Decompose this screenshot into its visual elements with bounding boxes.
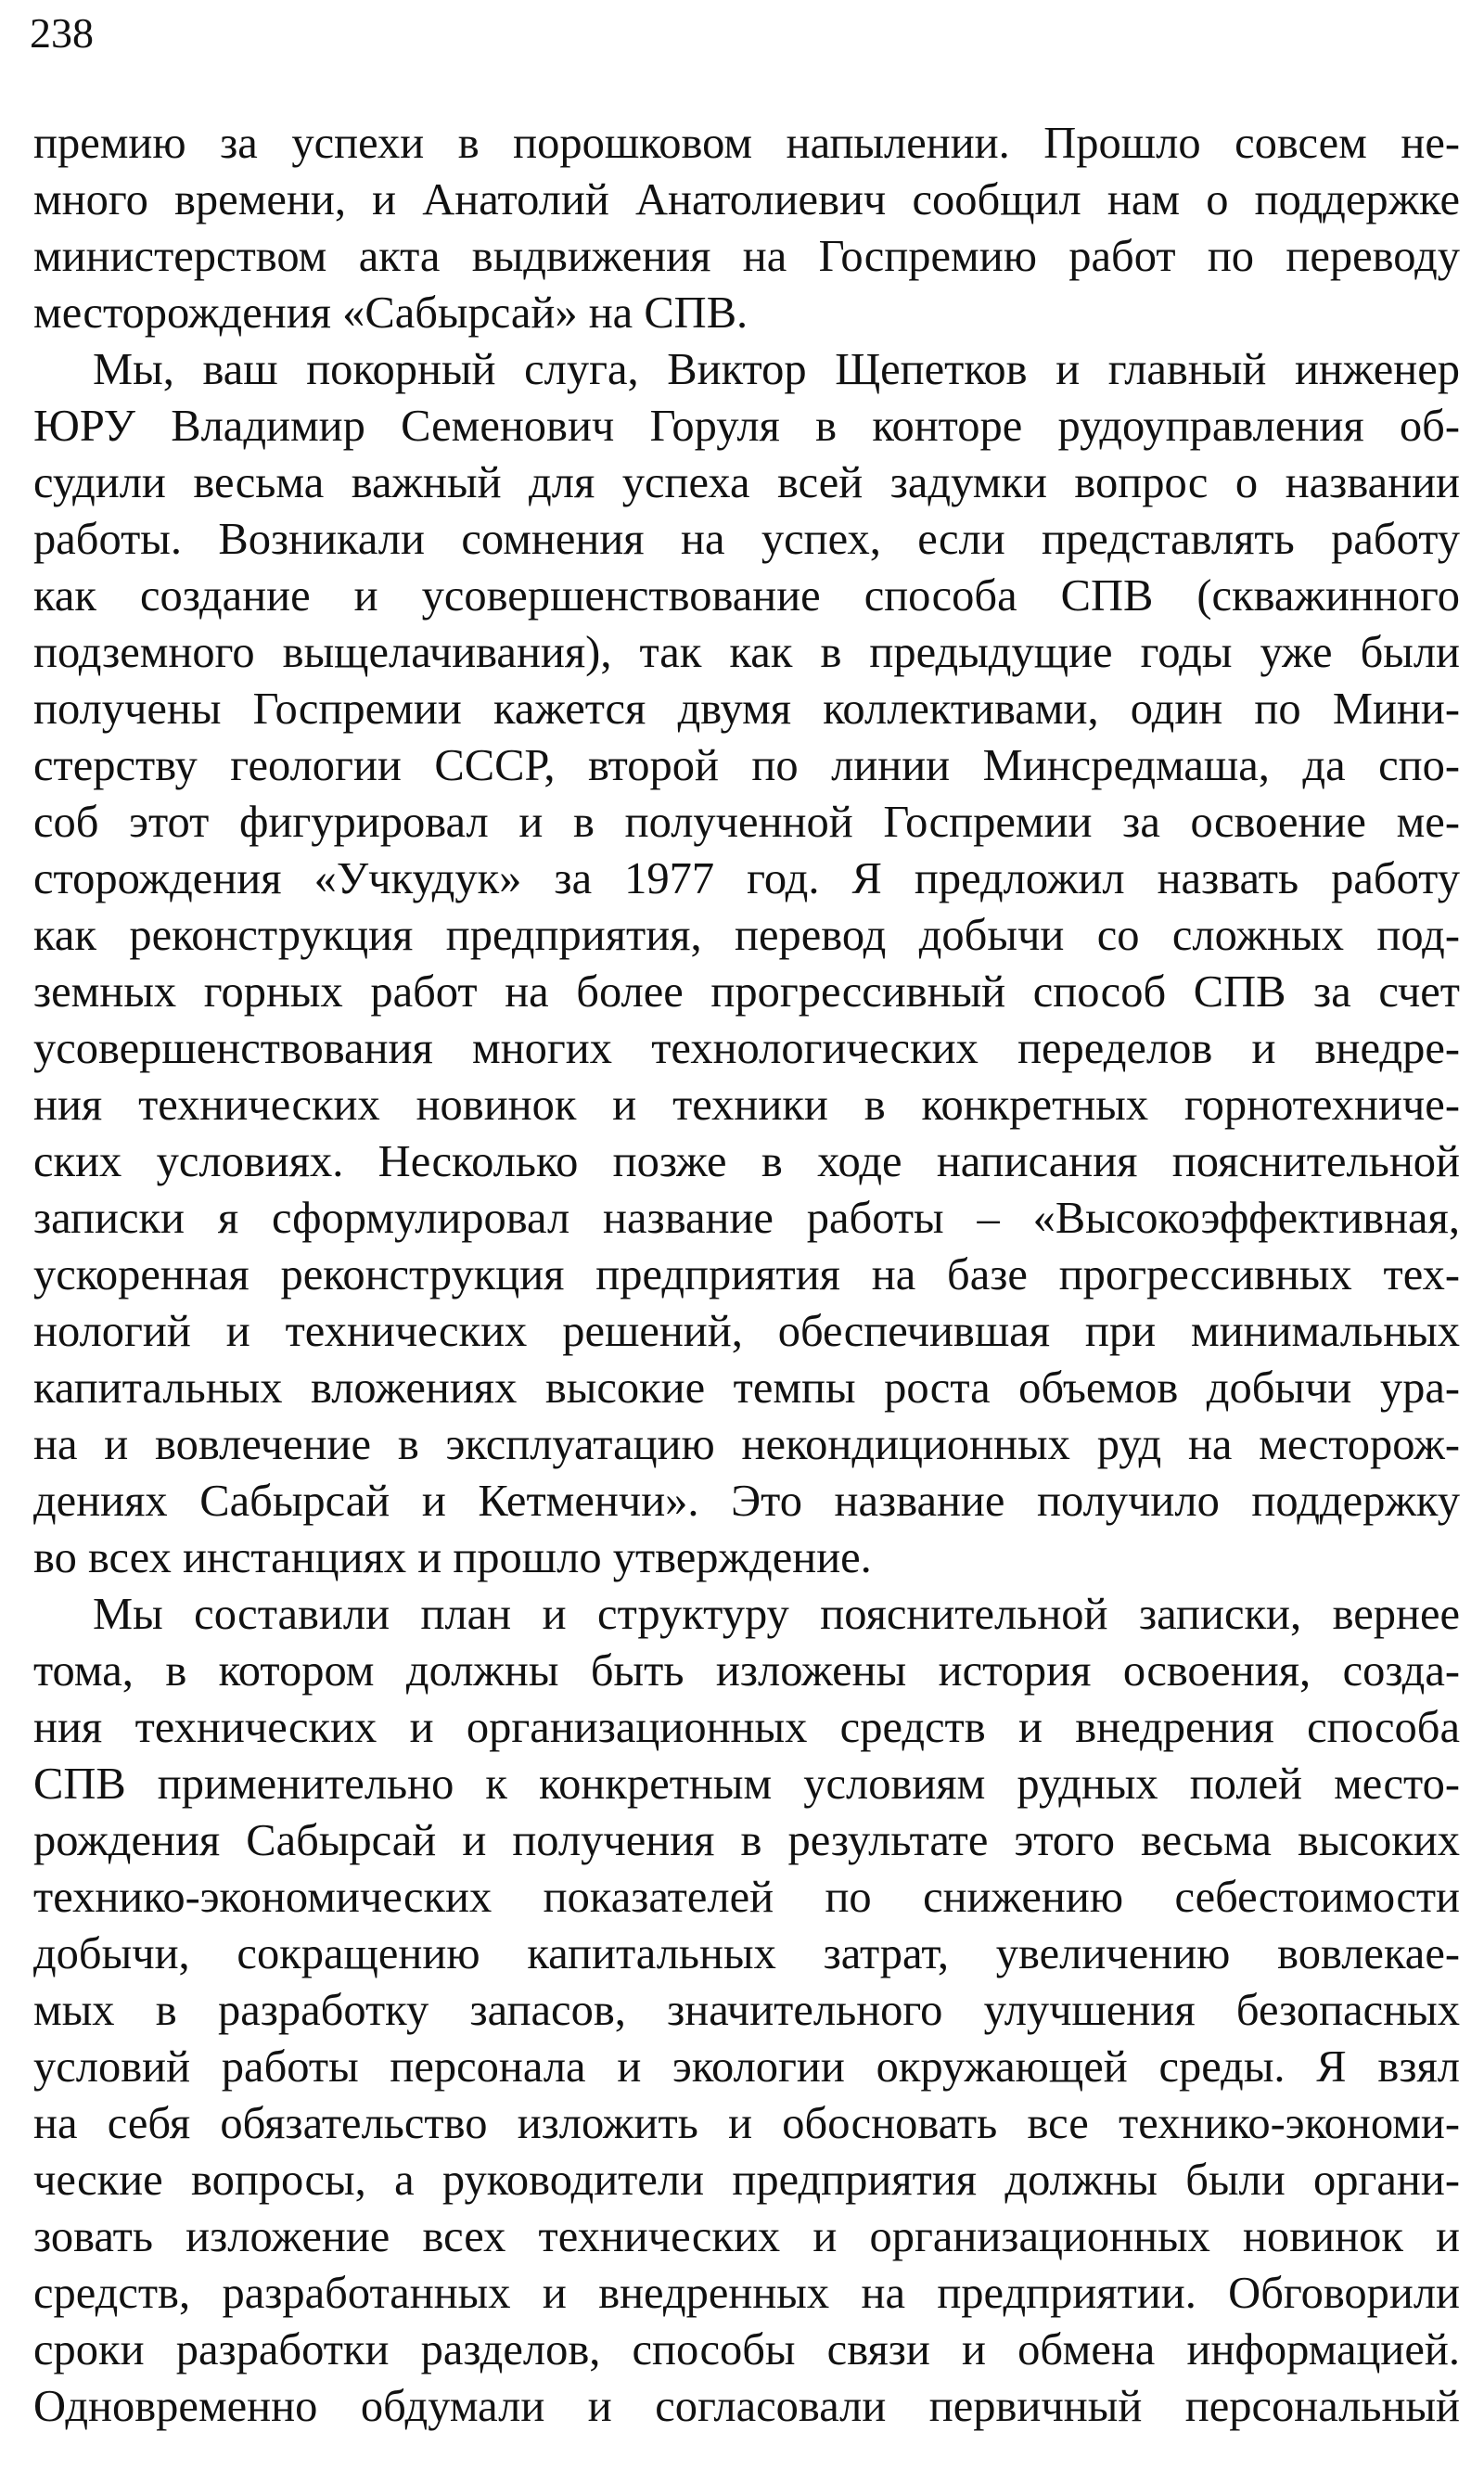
text-line: Одновременно обдумали и согласовали первичный персональный <box>33 2382 1460 2431</box>
text-line: на и вовлечение в эксплуатацию некондиционных руд на месторож- <box>33 1420 1460 1469</box>
text-line: зовать изложение всех технических и организационных новинок и <box>33 2212 1460 2261</box>
text-line: средств, разработанных и внедренных на предприятии. Обговорили <box>33 2269 1460 2318</box>
text-line: соб этот фигурировал и в полученной Госпремии за освоение ме- <box>33 798 1460 847</box>
text-line: сторождения «Учкудук» за 1977 год. Я предложил назвать работу <box>33 854 1460 903</box>
text-line: получены Госпремии кажется двумя коллективами, один по Мини- <box>33 685 1460 734</box>
body-text <box>33 115 1460 2435</box>
text-line: земных горных работ на более прогрессивный способ СПВ за счет <box>33 967 1460 1017</box>
text-line: ческие вопросы, а руководители предприятия должны были органи- <box>33 2156 1460 2205</box>
text-line: усовершенствования многих технологических переделов и внедре- <box>33 1024 1460 1073</box>
text-line: работы. Возникали сомнения на успех, если представлять работу <box>33 515 1460 564</box>
text-line: мых в разработку запасов, значительного улучшения безопасных <box>33 1986 1460 2035</box>
text-line: СПВ применительно к конкретным условиям рудных полей место- <box>33 1760 1460 1809</box>
text-line: премию за успехи в порошковом напылении. Прошло совсем не- <box>33 119 1460 168</box>
text-line: дениях Сабырсай и Кетменчи». Это название получило поддержку <box>33 1477 1460 1526</box>
text-line: как создание и усовершенствование способа СПВ (скважинного <box>33 571 1460 621</box>
text-line: министерством акта выдвижения на Госпремию работ по переводу <box>33 232 1460 281</box>
text-line: на себя обязательство изложить и обосновать все технико-экономи- <box>33 2099 1460 2148</box>
text-line: подземного выщелачивания), так как в предыдущие годы уже были <box>33 628 1460 677</box>
text-line: судили весьма важный для успеха всей задумки вопрос о названии <box>33 458 1460 507</box>
text-line: добычи, сокращению капитальных затрат, увеличению вовлекае- <box>33 1929 1460 1978</box>
text-line: сроки разработки разделов, способы связи и обмена информацией. <box>33 2325 1460 2374</box>
page-number: 238 <box>30 9 94 57</box>
text-line: условий работы персонала и экологии окружающей среды. Я взял <box>33 2042 1460 2092</box>
text-line: записки я сформулировал название работы – «Высокоэффективная, <box>33 1194 1460 1243</box>
text-line: тома, в котором должны быть изложены история освоения, созда- <box>33 1646 1460 1696</box>
text-line: технико-экономических показателей по снижению себестоимости <box>33 1873 1460 1922</box>
text-line: Мы составили план и структуру пояснительной записки, вернее <box>93 1590 1460 1639</box>
text-line: месторождения «Сабырсай» на СПВ. <box>33 288 748 338</box>
text-line: стерству геологии СССР, второй по линии Минсредмаша, да спо- <box>33 741 1460 790</box>
text-line: как реконструкция предприятия, перевод добычи со сложных под- <box>33 911 1460 960</box>
text-line: Мы, ваш покорный слуга, Виктор Щепетков и главный инженер <box>93 345 1460 394</box>
text-line: во всех инстанциях и прошло утверждение. <box>33 1533 872 1582</box>
text-line: ских условиях. Несколько позже в ходе написания пояснительной <box>33 1137 1460 1186</box>
text-line: ния технических и организационных средств и внедрения способа <box>33 1703 1460 1752</box>
text-line: много времени, и Анатолий Анатолиевич сообщил нам о поддержке <box>33 175 1460 224</box>
text-line: ЮРУ Владимир Семенович Горуля в конторе рудоуправления об- <box>33 402 1460 451</box>
text-line: ния технических новинок и техники в конкретных горнотехниче- <box>33 1081 1460 1130</box>
text-line: рождения Сабырсай и получения в результате этого весьма высоких <box>33 1816 1460 1865</box>
text-line: нологий и технических решений, обеспечившая при минимальных <box>33 1307 1460 1356</box>
text-line: ускоренная реконструкция предприятия на базе прогрессивных тех- <box>33 1250 1460 1299</box>
text-line: капитальных вложениях высокие темпы роста объемов добычи ура- <box>33 1363 1460 1413</box>
